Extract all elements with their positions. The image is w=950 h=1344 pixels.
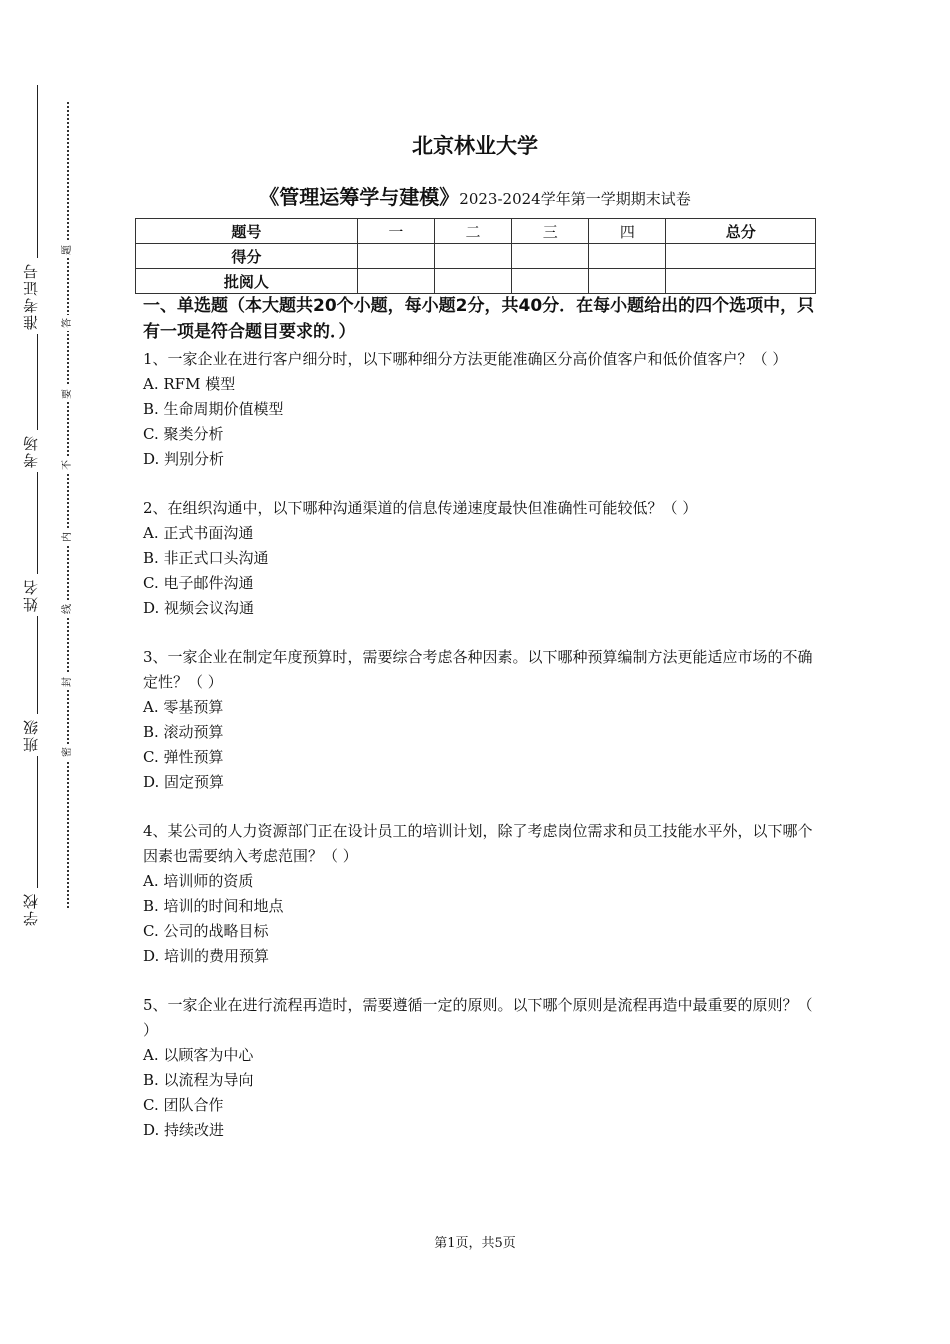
- question-option: D. 判别分析: [143, 450, 225, 468]
- question-option: A. RFM 模型: [143, 375, 236, 393]
- section-heading: 一、单选题（本大题共20个小题，每小题2分，共40分．在每小题给出的四个选项中，只有一项是符合题目要求的．）: [143, 296, 815, 342]
- page-footer: 第1页，共5页: [434, 1236, 516, 1251]
- question-option: C. 弹性预算: [143, 748, 224, 766]
- question-option: B. 培训的时间和地点: [143, 897, 284, 915]
- question-option: D. 视频会议沟通: [143, 599, 255, 617]
- question-option: B. 滚动预算: [143, 723, 224, 741]
- score-cell: [666, 244, 816, 269]
- score-cell: [357, 244, 434, 269]
- score-cell: [512, 244, 589, 269]
- field-exam-id: [10, 258, 50, 334]
- question-option: A. 培训师的资质: [143, 872, 254, 890]
- seal-char: 封: [61, 674, 75, 690]
- question-option: D. 固定预算: [143, 773, 225, 791]
- score-cell: [512, 269, 589, 294]
- question-option: C. 公司的战略目标: [143, 922, 269, 940]
- score-row: [136, 244, 816, 269]
- question-stem: 4、某公司的人力资源部门正在设计员工的培训计划，除了考虑岗位需求和员工技能水平外，以下哪个因素也需要纳入考虑范围？（ ）: [143, 822, 813, 865]
- score-row-label: 得分: [136, 244, 358, 269]
- seal-dotted-line: [67, 102, 69, 908]
- question-option: B. 以流程为导向: [143, 1071, 254, 1089]
- score-header-cell: 四: [589, 219, 666, 244]
- field-exam-id-label: 准考证号: [20, 258, 41, 334]
- score-header-cell: 总分: [666, 219, 816, 244]
- exam-content: [143, 293, 823, 1167]
- question-option: C. 电子邮件沟通: [143, 574, 254, 592]
- question-option: A. 零基预算: [143, 698, 224, 716]
- score-header-cell: 三: [512, 219, 589, 244]
- question: [143, 819, 823, 969]
- question-stem: 1、一家企业在进行客户细分时，以下哪种细分方法更能准确区分高价值客户和低价值客户？（ ）: [143, 350, 788, 368]
- score-cell: [666, 269, 816, 294]
- field-class: [10, 714, 50, 756]
- question-stem: 2、在组织沟通中，以下哪种沟通渠道的信息传递速度最快但准确性可能较低？（ ）: [143, 499, 698, 517]
- question-option: D. 持续改进: [143, 1121, 225, 1139]
- binding-line: [37, 85, 38, 925]
- score-cell: [589, 244, 666, 269]
- score-cell: [434, 269, 511, 294]
- field-exam-room: [10, 430, 50, 472]
- seal-char: 不: [61, 457, 75, 473]
- question: [143, 993, 823, 1143]
- field-school-label: 学校: [20, 888, 41, 930]
- term-title: 2023-2024学年第一学期期末试卷: [459, 190, 691, 208]
- university-title: 北京林业大学: [412, 134, 538, 158]
- score-row-label: 批阅人: [136, 269, 358, 294]
- seal-char: 答: [61, 315, 75, 331]
- score-header-cell: 一: [357, 219, 434, 244]
- score-table: [135, 218, 816, 294]
- question-stem: 3、一家企业在制定年度预算时，需要综合考虑各种因素。以下哪种预算编制方法更能适应市场的不确定性？（ ）: [143, 648, 813, 691]
- score-cell: [357, 269, 434, 294]
- exam-title: [0, 181, 950, 210]
- field-school: [10, 888, 50, 930]
- field-class-label: 班级: [20, 714, 41, 756]
- seal-char: 密: [61, 744, 75, 760]
- score-header-cell: 二: [434, 219, 511, 244]
- seal-char: 要: [61, 386, 75, 402]
- score-header-cell: 题号: [136, 219, 358, 244]
- field-name-label: 姓名: [20, 574, 41, 616]
- question-option: B. 非正式口头沟通: [143, 549, 269, 567]
- seal-char: 线: [61, 601, 75, 617]
- score-cell: [434, 244, 511, 269]
- question-option: C. 聚类分析: [143, 425, 224, 443]
- score-cell: [589, 269, 666, 294]
- question-option: A. 正式书面沟通: [143, 524, 254, 542]
- question: [143, 496, 823, 621]
- course-title: 《管理运筹学与建模》: [259, 185, 460, 209]
- field-name: [10, 574, 50, 616]
- question: [143, 645, 823, 795]
- score-table-header-row: [136, 219, 816, 244]
- question-option: B. 生命周期价值模型: [143, 400, 284, 418]
- field-exam-room-label: 考场: [20, 430, 41, 472]
- question-stem: 5、一家企业在进行流程再造时，需要遵循一定的原则。以下哪个原则是流程再造中最重要的原则？（ ）: [143, 996, 813, 1039]
- question-option: C. 团队合作: [143, 1096, 224, 1114]
- seal-char: 内: [61, 529, 75, 545]
- seal-char: 题: [61, 242, 75, 258]
- question-option: D. 培训的费用预算: [143, 947, 270, 965]
- score-row: [136, 269, 816, 294]
- question-option: A. 以顾客为中心: [143, 1046, 254, 1064]
- question: [143, 347, 823, 472]
